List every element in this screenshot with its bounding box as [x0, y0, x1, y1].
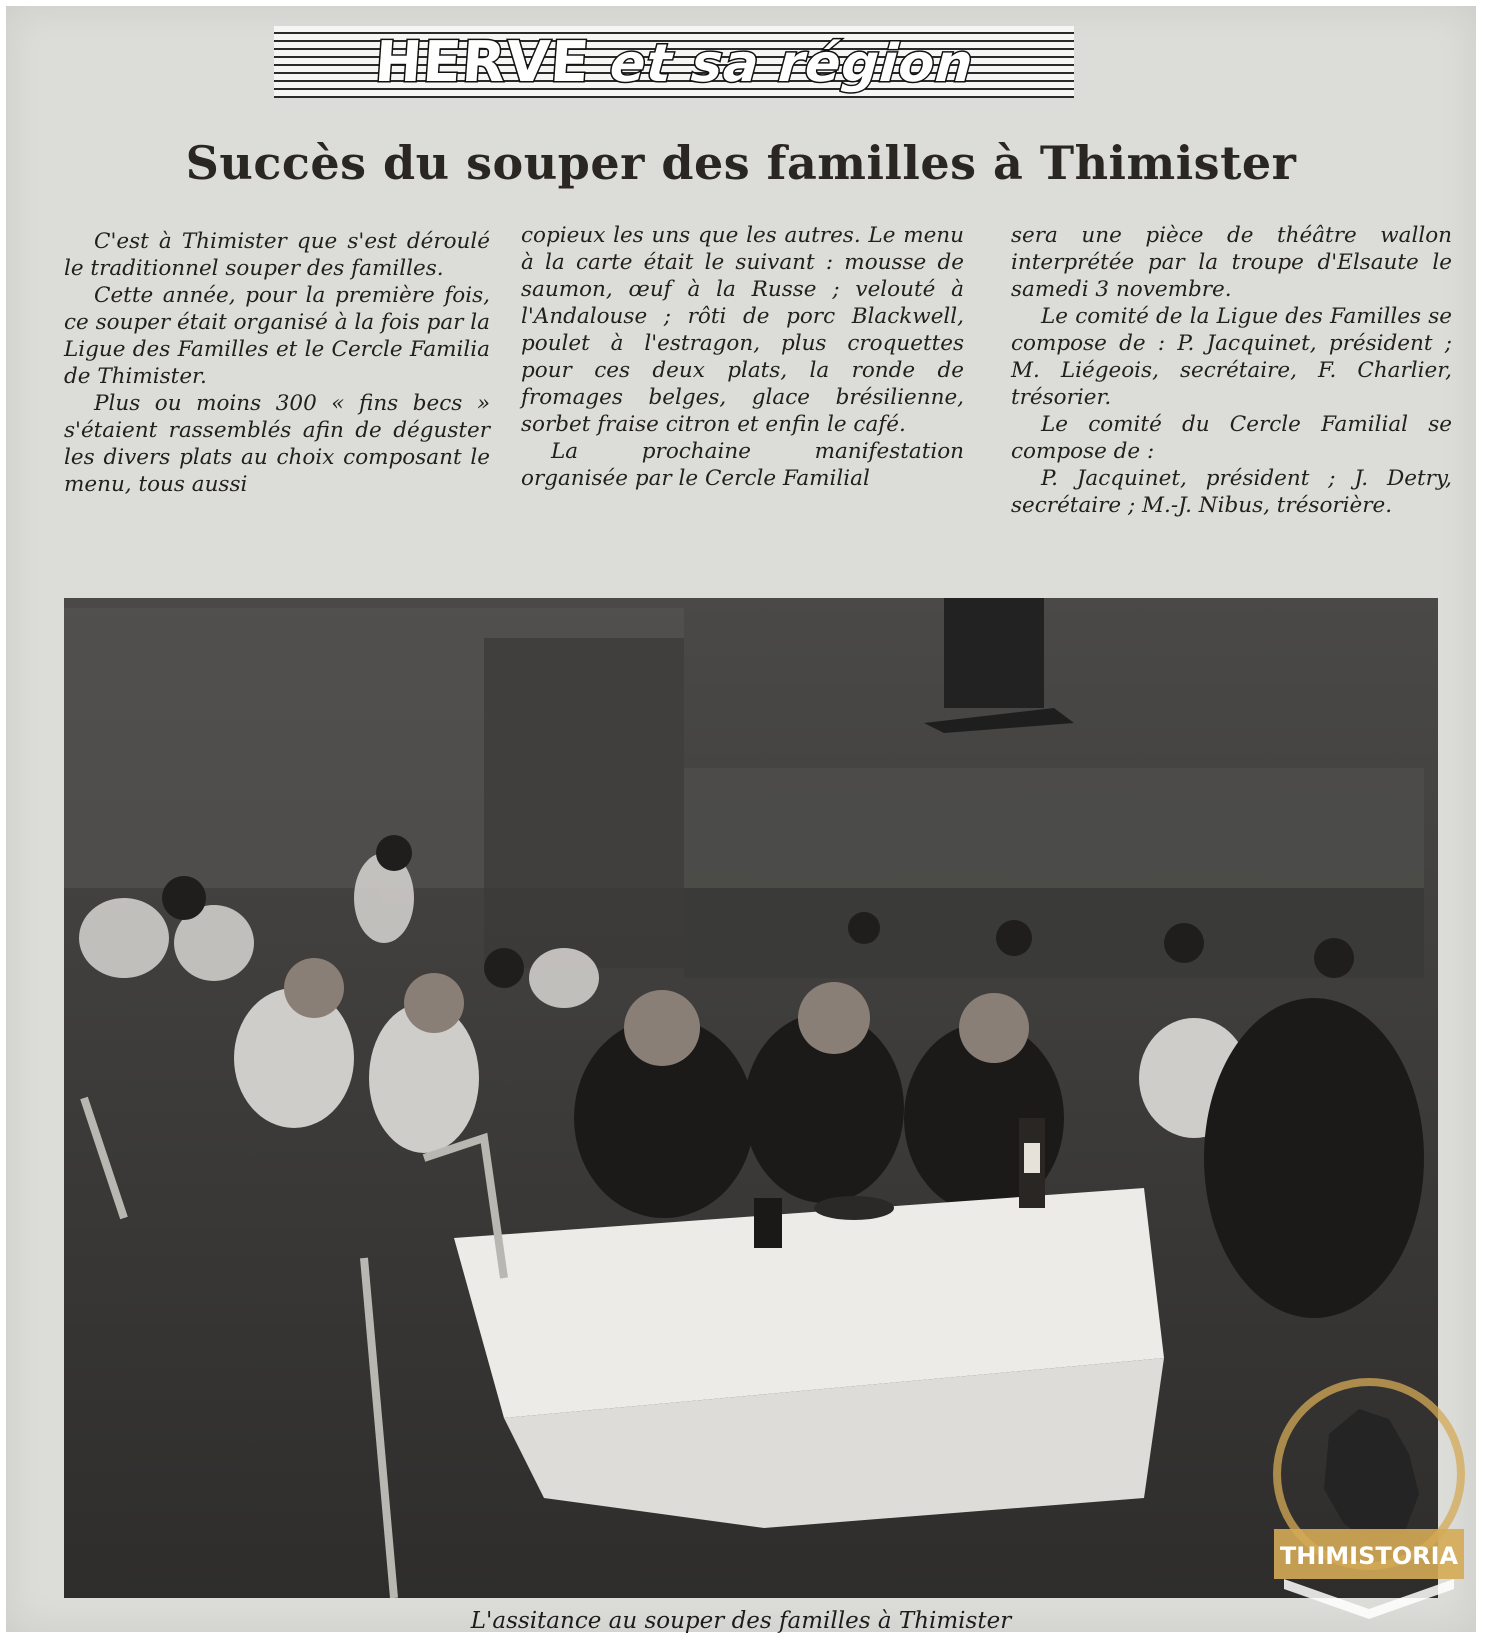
paragraph: La prochaine manifestation organisée par le Cercle Familial	[521, 439, 964, 491]
article-column-3	[1011, 222, 1452, 519]
paragraph: Plus ou moins 300 « fins becs » s'étaient rassemblés afin de déguster les divers plats au choix composant le menu, tous aussi	[64, 391, 490, 497]
photo-caption: L'assitance au souper des familles à Thimister	[470, 1608, 1012, 1634]
logo-label: THIMISTORIA	[1279, 1542, 1459, 1570]
banner-sub: et sa région	[607, 33, 976, 94]
paragraph: copieux les uns que les autres. Le menu à la carte était le suivant : mousse de saumon, œuf à la Russe ; velouté à l'Andalouse ; rôti de porc Blackwell, poulet à l'estragon, plus croquettes pour ces deux plats, la ronde de fromages belges, glace brésilienne, sorbet fraise citron et enfin le café.	[521, 223, 964, 437]
article-photo	[64, 598, 1438, 1598]
dinner-hall-photo	[64, 598, 1438, 1598]
paragraph: C'est à Thimister que s'est déroulé le traditionnel souper des familles.	[64, 229, 490, 281]
article-column-1	[64, 228, 490, 498]
paragraph: sera une pièce de théâtre wallon interprétée par la troupe d'Elsaute le samedi 3 novembre.	[1011, 223, 1452, 302]
section-banner	[274, 26, 1074, 98]
article-headline: Succès du souper des familles à Thimister	[185, 136, 1297, 190]
thimistoria-logo	[1269, 1374, 1469, 1624]
article-column-2	[521, 222, 964, 492]
paragraph: Le comité du Cercle Familial se compose de :	[1011, 412, 1452, 464]
newspaper-clipping	[6, 6, 1476, 1632]
paragraph: Cette année, pour la première fois, ce souper était organisé à la fois par la Ligue des Familles et le Cercle Familia de Thimister.	[64, 283, 490, 389]
banner-main: HERVE	[372, 29, 592, 95]
paragraph: P. Jacquinet, président ; J. Detry, secrétaire ; M.-J. Nibus, trésorière.	[1011, 466, 1452, 518]
paragraph: Le comité de la Ligue des Familles se compose de : P. Jacquinet, président ; M. Liégeois, secrétaire, F. Charlier, trésorier.	[1011, 304, 1452, 410]
